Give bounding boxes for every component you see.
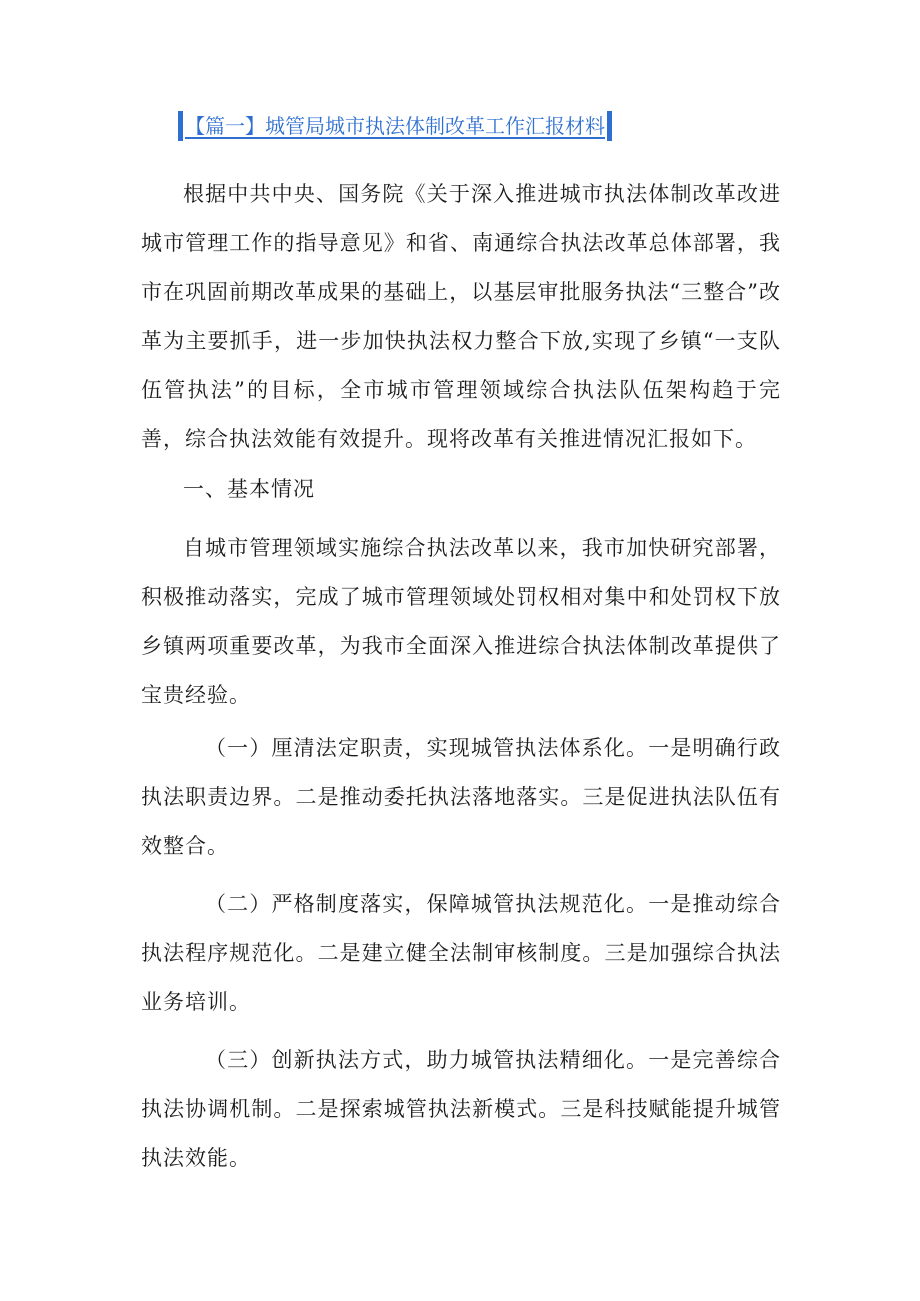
section-paragraph-basic: 自城市管理领域实施综合执法改革以来，我市加快研究部署，积极推动落实，完成了城市管理领域处罚权相对集中和处罚权下放乡镇两项重要改革，为我市全面深入推进综合执法体制改革提供了宝贵经验。 xyxy=(141,536,781,707)
title-right-marker xyxy=(607,111,612,141)
list-item-2: （二）严格制度落实，保障城管执法规范化。一是推动综合执法程序规范化。二是建立健全法制审核制度。三是加强综合执法业务培训。 xyxy=(141,892,781,1014)
list-item-1: （一）厘清法定职责，实现城管执法体系化。一是明确行政执法职责边界。二是推动委托执法落地落实。三是促进执法队伍有效整合。 xyxy=(141,736,781,858)
intro-paragraph: 根据中共中央、国务院《关于深入推进城市执法体制改革改进城市管理工作的指导意见》和省、南通综合执法改革总体部署，我市在巩固前期改革成果的基础上，以基层审批服务执法“三整合”改革为主要抓手，进一步加快执法权力整合下放,实现了乡镇“一支队伍管执法”的目标，全市城市管理领域综合执法队伍架构趋于完善，综合执法效能有效提升。现将改革有关推进情况汇报如下。 xyxy=(141,182,781,451)
document-title-row[interactable] xyxy=(178,106,612,146)
section-heading-basic: 一、基本情况 xyxy=(183,477,315,501)
list-item-3: （三）创新执法方式，助力城管执法精细化。一是完善综合执法协调机制。二是探索城管执法新模式。三是科技赋能提升城管执法效能。 xyxy=(141,1048,781,1170)
document-title-link[interactable]: 【篇一】城管局城市执法体制改革工作汇报材料 xyxy=(185,114,605,138)
